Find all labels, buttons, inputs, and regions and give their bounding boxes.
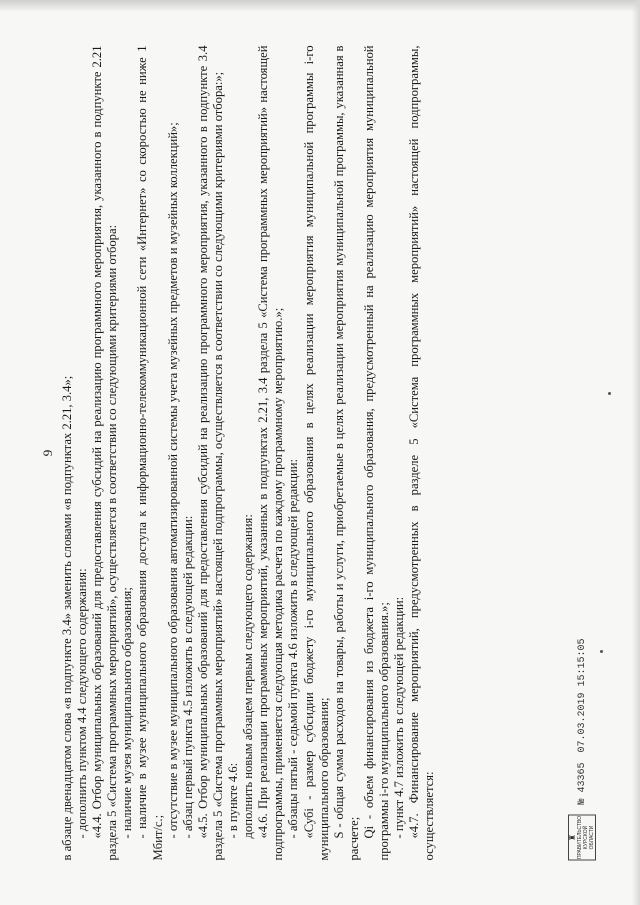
paragraph: - в пункте 4.6: (226, 762, 241, 838)
paragraph: «4.6. При реализации программных мероприятий, указанных в подпунктах 2.21, 3.4 раздела 5 «Система программных мероприятий» настоящей подпрограммы, применяется следующая методика расчета по каждому программному мероприятию.»; (256, 45, 286, 860)
page-number: 9 (40, 449, 55, 456)
paragraph: дополнить новым абзацем первым следующего содержания: (241, 513, 256, 838)
scan-edge-right (632, 0, 640, 905)
paragraph: - абзац первый пункта 4.5 изложить в следующей редакции: (180, 515, 195, 838)
paragraph: - абзацы пятый - седьмой пункта 4.6 изложить в следующей редакции: (286, 458, 301, 838)
paragraph: в абзаце двенадцатом слова «в подпункте 3.4» заменить словами «в подпунктах 2.21, 3.4»; (60, 375, 74, 860)
crest-icon: ♜ (568, 833, 577, 841)
paragraph: Qi - объем финансирования из бюджета i-го муниципального образования, предусмотренный на реализацию мероприятия муниципальной программы i-го муниципального образования.»; (361, 45, 391, 860)
paragraph: - дополнить пунктом 4.4 следующего содержания: (75, 567, 90, 838)
document-number: № 43365 (576, 761, 588, 804)
scan-speck (608, 392, 611, 395)
paragraph: - наличие в музее муниципального образования доступа к информационно-телекоммуникационной сети «Интернет» со скоростью не ниже 1 Мбит/с.; (135, 45, 165, 860)
paragraph: - пункт 4.7 изложить в следующей редакции: (392, 596, 407, 838)
document-body (60, 45, 437, 860)
scan-edge-top (0, 0, 640, 12)
paragraph: - наличие музея муниципального образования; (120, 586, 135, 838)
document-footer (568, 638, 596, 860)
paragraph: - отсутствие в музее муниципального образования автоматизированной системы учета музейных предметов и музейных коллекций»; (165, 121, 180, 838)
paragraph: S - общая сумма расходов на товары, работы и услуги, приобретаемые в целях реализации мероприятия муниципальной программы, указанная в расчете; (331, 45, 361, 860)
scan-speck (600, 650, 603, 653)
paragraph: «4.7. Финансирование мероприятий, предусмотренных в разделе 5 «Система программных мероприятий» настоящей подпрограммы, осуществляется: (407, 45, 437, 860)
paragraph: «4.4. Отбор муниципальных образований для предоставления субсидий на реализацию программного мероприятия, указанного в подпункте 2.21 раздела 5 «Система программных мероприятий», осуществляется в соответствии со следующими критериями отбора: (90, 45, 120, 860)
paragraph: «4.5. Отбор муниципальных образований для предоставления субсидий на реализацию программного мероприятия, указанного в подпункте 3.4 раздела 5 «Система программных мероприятий» настоящей подпрограммы, осуществляется в соответствии со следующими критериями отбора:»; (195, 45, 225, 860)
stamp-text: ПРАВИТЕЛЬСТВО КУРСКОЙ ОБЛАСТИ (577, 815, 595, 859)
paragraph: «Субі - размер субсидии бюджету i-го муниципального образования в целях реализации мероприятия муниципальной программы i-го муниципального образования; (301, 45, 331, 860)
rotated-page (40, 45, 600, 860)
stamp-seal (568, 814, 596, 860)
document-timestamp: 07.03.2019 15:15:05 (576, 637, 588, 752)
